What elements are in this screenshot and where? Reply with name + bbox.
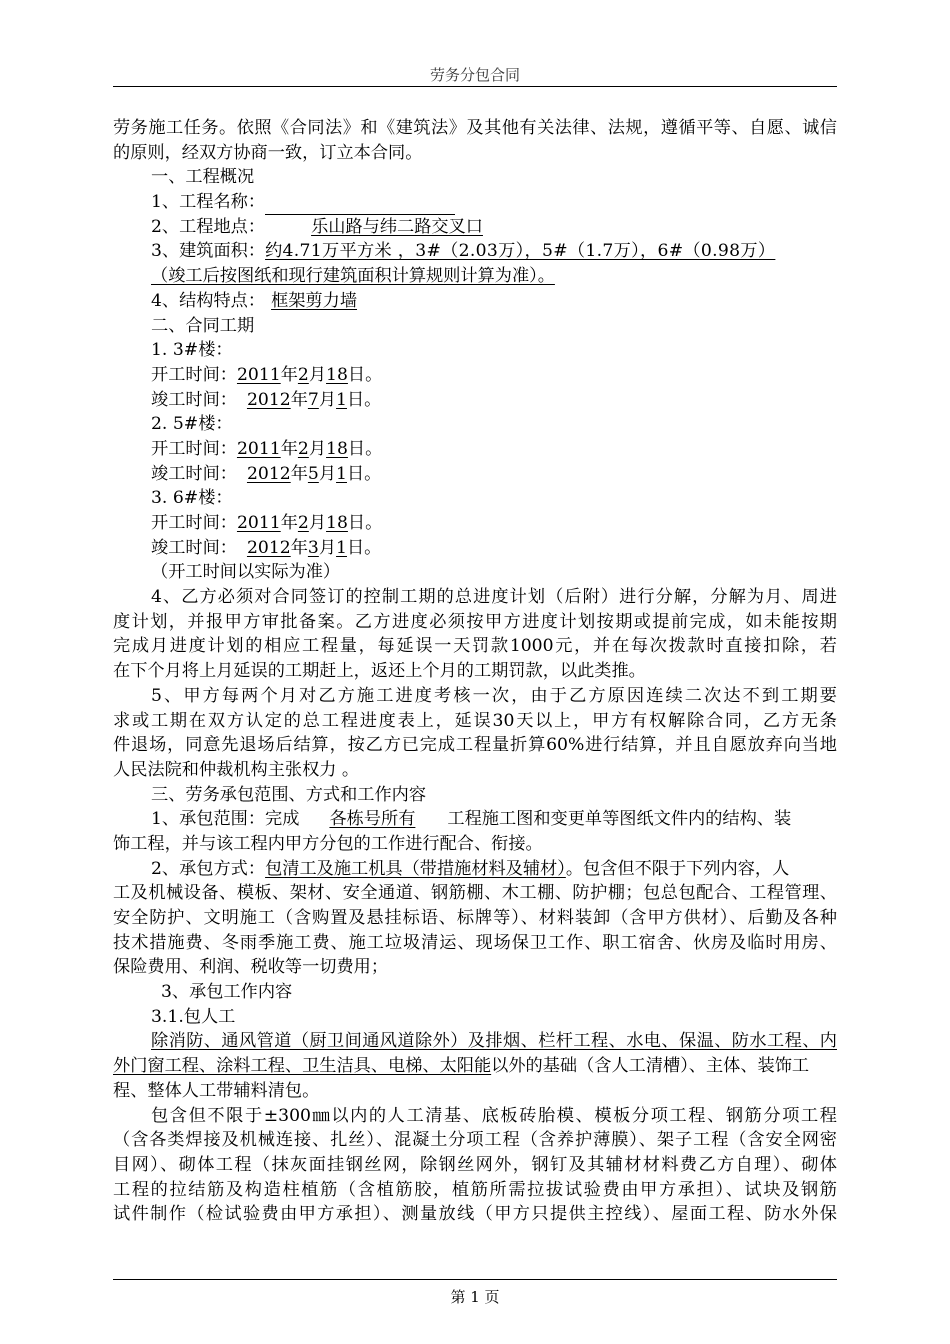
end-time-label: 竣工时间： (151, 389, 237, 410)
project-name-blank (265, 194, 455, 215)
page-number: 第 1 页 (450, 1288, 500, 1306)
exclusion-text-2: 外门窗工程、涂料工程、卫生洁具、电梯、太阳能 (113, 1056, 492, 1077)
building-5-start-month: 2 (297, 438, 309, 459)
mode-line-3: 安全防护、文明施工（含购置及悬挂标语、标牌等）、材料装卸（含甲方供材）、后勤及各种 (113, 908, 837, 928)
project-site-value: 乐山路与纬二路交叉口 (311, 216, 483, 237)
building-3-end-month: 7 (307, 389, 319, 410)
year-unit: 年 (280, 513, 298, 533)
day-unit: 日。 (346, 537, 382, 558)
building-6-start-month: 2 (297, 513, 309, 533)
inclusion-line-4: 工程的拉结筋及构造柱植筋（含植筋胶，植筋所需拉拔试验费由甲方承担）、试块及钢筋 (113, 1179, 837, 1200)
building-3-start-month: 2 (297, 364, 309, 385)
start-time-label: 开工时间： (151, 364, 237, 385)
exclusion-text-1: 除消防、通风管道（厨卫间通风道除外）及排烟、栏杆工程、水电、保温、防水工程、内 (151, 1031, 837, 1052)
mode-line-2: 工及机械设备、模板、架材、安全通道、钢筋棚、木工棚、防护棚；包总包配合、工程管理、 (113, 883, 837, 904)
section-3-heading: 三、劳务承包范围、方式和工作内容 (151, 784, 427, 805)
work-content-heading: 3、承包工作内容 (161, 982, 293, 1003)
project-site-label: 2、工程地点： (151, 216, 266, 237)
month-unit: 月 (308, 513, 327, 533)
building-area-row-2 (113, 264, 837, 289)
building-3-end-day: 1 (336, 389, 347, 410)
inclusion-line-3: 目网）、砌体工程（抹灰面挂钢丝网，除钢丝网外，钢钉及其辅材材料费乙方自理）、砌体 (113, 1154, 837, 1175)
building-3-end-row (113, 388, 837, 413)
exclusion-line-1 (113, 1029, 837, 1054)
day-unit: 日。 (347, 438, 383, 459)
header-rule (113, 86, 837, 87)
clause-4-line-1: 4、乙方必须对合同签订的控制工期的总进度计划（后附）进行分解，分解为月、周进 (151, 587, 837, 608)
scope-suffix: 工程施工图和变更单等图纸文件内的结构、装 (447, 809, 792, 830)
building-3-start-day: 18 (326, 364, 348, 385)
project-name-label: 1、工程名称： (151, 192, 266, 213)
day-unit: 日。 (346, 389, 382, 410)
scope-value: 各栋号所有 (329, 809, 416, 830)
intro-line-2: 的原则，经双方协商一致，订立本合同。 (113, 142, 423, 163)
building-5-end-month: 5 (307, 463, 319, 484)
building-5-start-row (113, 437, 837, 462)
inclusion-line-5: 试件制作（检试验费由甲方承担）、测量放线（甲方只提供主控线）、屋面工程、防水外保 (113, 1204, 837, 1225)
building-6-label: 3. 6#楼： (151, 488, 233, 509)
clause-5-line-2: 求或工期在双方认定的总工程进度表上，延误30天以上，甲方有权解除合同，乙方无条 (113, 710, 837, 731)
mode-prefix: 2、承包方式： (151, 858, 266, 879)
mode-suffix: 。包含但不限于下列内容，人 (565, 858, 790, 879)
intro-line-1: 劳务施工任务。依照《合同法》和《建筑法》及其他有关法律、法规，遵循平等、自愿、诚信 (113, 118, 837, 138)
year-unit: 年 (280, 438, 298, 459)
start-time-note: （开工时间以实际为准） (151, 562, 341, 583)
page-header-title: 劳务分包合同 (429, 66, 520, 84)
month-unit: 月 (318, 537, 337, 558)
day-unit: 日。 (346, 463, 382, 484)
day-unit: 日。 (347, 513, 383, 533)
clause-4-line-2: 度计划，并报甲方审批备案。乙方进度必须按甲方进度计划按期或提前完成，如未能按期 (113, 611, 837, 632)
scope-line-2: 饰工程，并与该工程内甲方分包的工作进行配合、衔接。 (113, 833, 543, 854)
project-name-row (113, 190, 837, 215)
end-time-label: 竣工时间： (151, 537, 237, 558)
building-area-value-1: 约4.71万平方米 ，3#（2.03万），5#（1.7万），6#（0.98万） (265, 241, 776, 262)
day-unit: 日。 (347, 364, 383, 385)
building-6-start-day: 18 (326, 513, 348, 533)
year-unit: 年 (290, 389, 308, 410)
exclusion-line-2 (113, 1054, 837, 1079)
building-area-value-2: （竣工后按图纸和现行建筑面积计算规则计算为准）。 (151, 266, 555, 287)
project-site-row (113, 215, 837, 240)
building-5-end-row (113, 462, 837, 487)
building-5-end-year: 2012 (246, 463, 291, 484)
structure-value: 框架剪力墙 (271, 290, 358, 311)
month-unit: 月 (318, 389, 337, 410)
month-unit: 月 (318, 463, 337, 484)
exclusion-line-3: 程、整体人工带辅料清包。 (113, 1080, 320, 1101)
building-area-row (113, 239, 837, 264)
building-6-end-month: 3 (307, 537, 319, 558)
clause-5-line-4: 人民法院和仲裁机构主张权力 。 (113, 759, 360, 780)
year-unit: 年 (290, 463, 308, 484)
building-6-end-row (113, 536, 837, 561)
structure-label: 4、结构特点： (151, 290, 266, 311)
building-area-label: 3、建筑面积： (151, 241, 266, 262)
clause-5-line-1: 5、甲方每两个月对乙方施工进度考核一次，由于乙方原因连续二次达不到工期要 (151, 685, 837, 706)
month-unit: 月 (308, 438, 327, 459)
building-6-start-year: 2011 (236, 513, 281, 533)
building-6-end-year: 2012 (246, 537, 291, 558)
inclusion-line-1: 包含但不限于±300㎜以内的人工清基、底板砖胎模、模板分项工程、钢筋分项工程 (151, 1105, 837, 1126)
mode-row (113, 857, 837, 882)
labor-heading: 3.1.包人工 (151, 1006, 236, 1027)
building-5-end-day: 1 (336, 463, 347, 484)
end-time-label: 竣工时间： (151, 463, 237, 484)
building-5-start-day: 18 (326, 438, 348, 459)
building-3-start-year: 2011 (236, 364, 281, 385)
mode-line-5: 保险费用、利润、税收等一切费用； (113, 957, 389, 978)
clause-4-line-4: 在下个月将上月延误的工期赶上，返还上个月的工期罚款，以此类推。 (113, 661, 646, 682)
mode-line-4: 技术措施费、冬雨季施工费、施工垃圾清运、现场保卫工作、职工宿舍、伙房及临时用房、 (113, 932, 837, 953)
year-unit: 年 (280, 364, 298, 385)
building-5-label: 2. 5#楼： (151, 414, 233, 435)
scope-prefix: 1、承包范围：完成 (151, 809, 300, 830)
clause-5-line-3: 件退场，同意先退场后结算，按乙方已完成工程量折算60%进行结算，并且自愿放弃向当地 (113, 735, 837, 756)
document-body (113, 116, 837, 1227)
exclusion-text-rest: 以外的基础（含人工清槽）、主体、装饰工 (491, 1056, 810, 1077)
start-time-label: 开工时间： (151, 513, 237, 533)
inclusion-line-2: （含各类焊接及机械连接、扎丝）、混凝土分项工程（含养护薄膜）、架子工程（含安全网密 (113, 1130, 837, 1151)
building-3-label: 1. 3#楼： (151, 340, 233, 361)
year-unit: 年 (290, 537, 308, 558)
building-6-end-day: 1 (336, 537, 347, 558)
start-time-label: 开工时间： (151, 438, 237, 459)
section-1-heading: 一、工程概况 (151, 167, 255, 188)
building-3-end-year: 2012 (246, 389, 291, 410)
structure-row (113, 289, 837, 314)
building-3-start-row (113, 363, 837, 388)
mode-value: 包清工及施工机具（带措施材料及辅材） (265, 858, 566, 879)
footer-rule (113, 1279, 837, 1280)
month-unit: 月 (308, 364, 327, 385)
section-2-heading: 二、合同工期 (151, 315, 255, 336)
building-5-start-year: 2011 (236, 438, 281, 459)
building-6-start-row (113, 511, 837, 536)
scope-row (113, 807, 837, 832)
clause-4-line-3: 完成月进度计划的相应工程量，每延误一天罚款1000元，并在每次拨款时直接扣除，若 (113, 636, 837, 657)
